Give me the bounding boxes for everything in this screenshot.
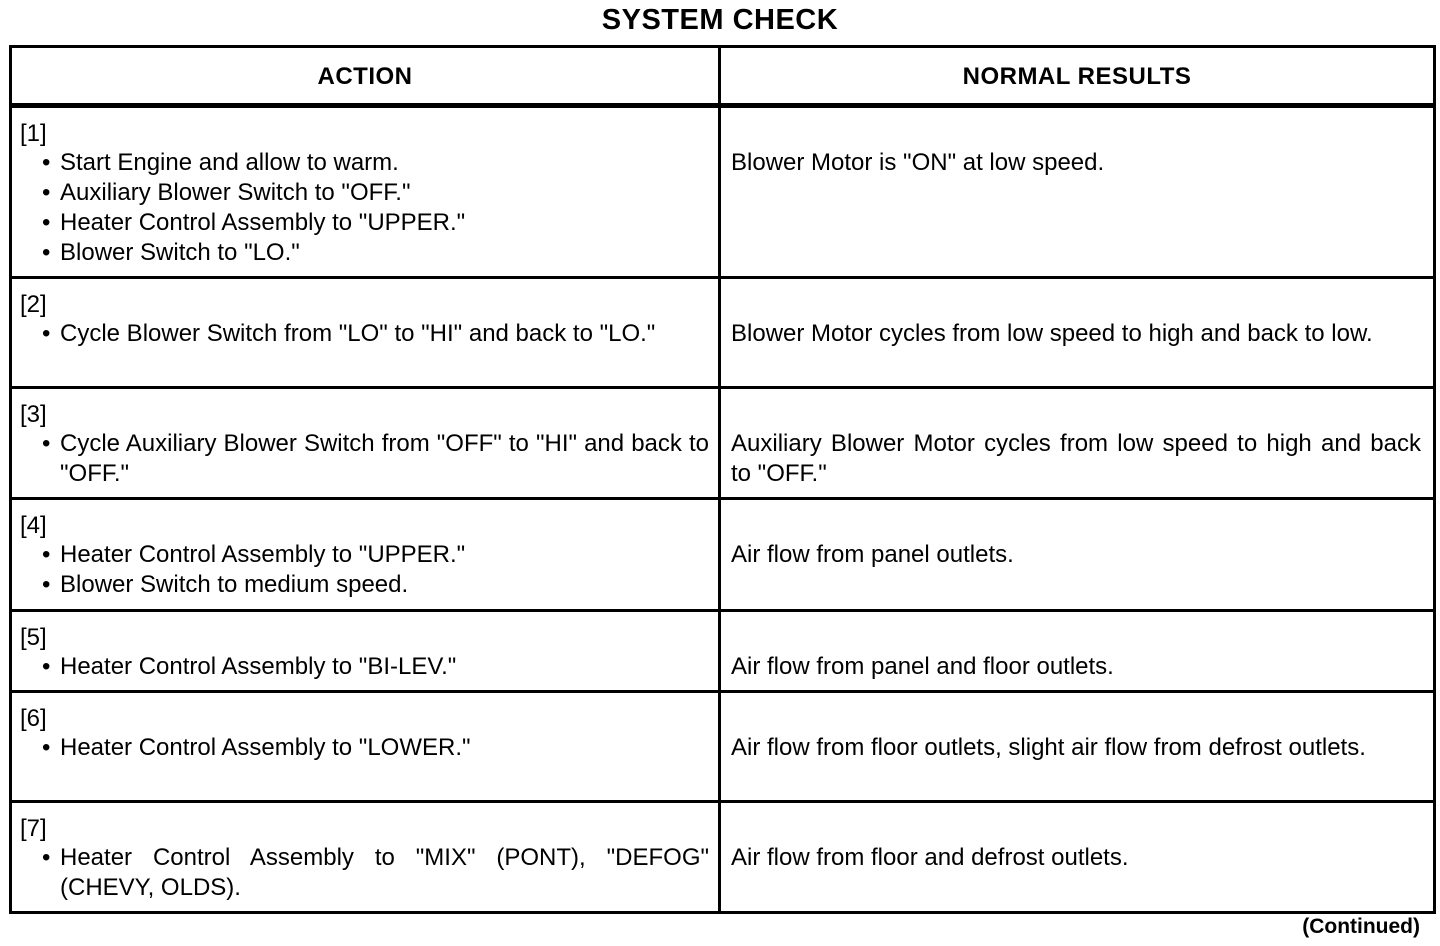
result-text: Air flow from floor outlets, slight air flow from defrost outlets. xyxy=(731,734,1366,761)
list-item: • Heater Control Assembly to "UPPER." xyxy=(42,209,466,236)
list-item: • Heater Control Assembly to "LOWER." xyxy=(42,734,471,761)
action-cell xyxy=(11,611,720,692)
result-cell xyxy=(720,802,1435,913)
list-item: • Auxiliary Blower Switch to "OFF." xyxy=(42,179,411,206)
result-text: Blower Motor cycles from low speed to high and back to low. xyxy=(731,320,1373,347)
table-row xyxy=(11,499,1435,611)
bullet-icon: • xyxy=(42,653,51,680)
result-cell xyxy=(720,388,1435,499)
bullet-icon: • xyxy=(42,734,51,761)
list-item: • Heater Control Assembly to "MIX" (PONT), "DEFOG" (CHEVY, OLDS). xyxy=(42,844,709,901)
bullet-icon: • xyxy=(42,209,51,236)
list-item: • Start Engine and allow to warm. xyxy=(42,149,399,176)
result-text: Blower Motor is "ON" at low speed. xyxy=(731,149,1105,176)
action-cell xyxy=(11,692,720,802)
bullet-icon: • xyxy=(42,844,51,871)
continued-note: (Continued) xyxy=(1302,915,1420,938)
list-item: • Cycle Blower Switch from "LO" to "HI" and back to "LO." xyxy=(42,320,656,347)
results-column-header: NORMAL RESULTS xyxy=(720,47,1435,106)
bullet-icon: • xyxy=(42,239,51,266)
list-item: • Heater Control Assembly to "BI-LEV." xyxy=(42,653,457,680)
result-text: Air flow from panel and floor outlets. xyxy=(731,653,1114,680)
action-cell xyxy=(11,499,720,611)
action-column-header: ACTION xyxy=(11,47,720,106)
bullet-icon: • xyxy=(42,149,51,176)
table-row xyxy=(11,802,1435,913)
result-cell xyxy=(720,611,1435,692)
bullet-icon: • xyxy=(42,320,51,347)
action-list xyxy=(20,148,709,268)
action-list xyxy=(20,652,709,682)
result-cell xyxy=(720,106,1435,278)
list-item: • Blower Switch to "LO." xyxy=(42,239,300,266)
action-cell xyxy=(11,388,720,499)
step-number: [5] xyxy=(20,624,47,651)
step-number: [2] xyxy=(20,291,47,318)
list-item: • Cycle Auxiliary Blower Switch from "OFF" to "HI" and back to "OFF." xyxy=(42,430,709,487)
table-row xyxy=(11,692,1435,802)
action-list xyxy=(20,540,709,600)
result-text: Air flow from panel outlets. xyxy=(731,541,1014,568)
bullet-icon: • xyxy=(42,541,51,568)
table-row xyxy=(11,611,1435,692)
step-number: [3] xyxy=(20,401,47,428)
result-cell xyxy=(720,499,1435,611)
list-item: • Heater Control Assembly to "UPPER." xyxy=(42,541,466,568)
action-list xyxy=(20,843,709,903)
bullet-icon: • xyxy=(42,571,51,598)
step-number: [6] xyxy=(20,705,47,732)
list-item: • Blower Switch to medium speed. xyxy=(42,571,409,598)
result-text: Auxiliary Blower Motor cycles from low speed to high and back to "OFF." xyxy=(731,430,1421,487)
step-number: [1] xyxy=(20,120,47,147)
page-title: SYSTEM CHECK xyxy=(601,4,839,36)
step-number: [7] xyxy=(20,815,47,842)
result-cell xyxy=(720,692,1435,802)
action-list xyxy=(20,319,709,349)
bullet-icon: • xyxy=(42,430,51,457)
step-number: [4] xyxy=(20,512,47,539)
bullet-icon: • xyxy=(42,179,51,206)
table-row xyxy=(11,278,1435,388)
action-cell xyxy=(11,106,720,278)
system-check-table xyxy=(9,45,1436,914)
action-list xyxy=(20,733,709,763)
action-cell xyxy=(11,802,720,913)
result-text: Air flow from floor and defrost outlets. xyxy=(731,844,1129,871)
result-cell xyxy=(720,278,1435,388)
action-cell xyxy=(11,278,720,388)
table-header-row xyxy=(11,47,1435,106)
table-row xyxy=(11,388,1435,499)
action-list xyxy=(20,429,709,489)
table-row xyxy=(11,106,1435,278)
